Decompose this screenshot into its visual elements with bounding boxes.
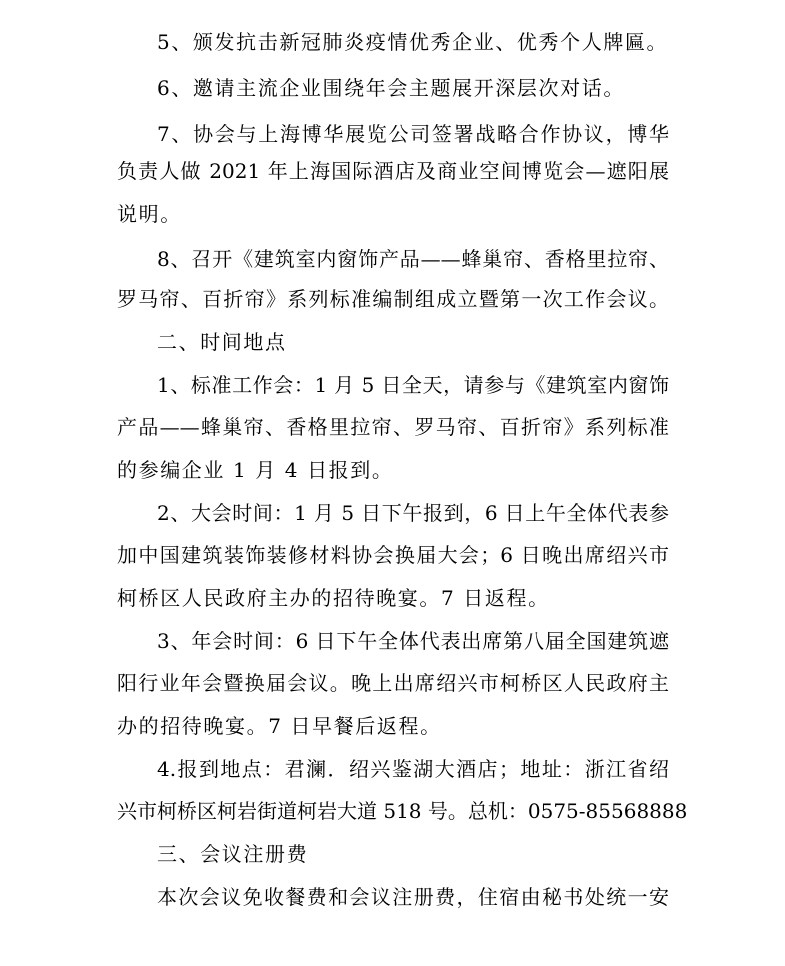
text-line: 7、协会与上海博华展览公司签署战略合作协议，博华 [157,122,669,146]
text-line: 4.报到地点：君澜．绍兴鉴湖大酒店；地址：浙江省绍 [157,757,669,781]
text-line: 的参编企业 1 月 4 日报到。 [117,458,394,482]
text-line: 5、颁发抗击新冠肺炎疫情优秀企业、优秀个人牌匾。 [157,30,669,54]
text-line: 3、年会时间：6 日下午全体代表出席第八届全国建筑遮 [157,629,669,653]
text-line: 柯桥区人民政府主办的招待晚宴。7 日返程。 [117,586,550,610]
text-line: 1、标准工作会：1 月 5 日全天，请参与《建筑室内窗饰 [157,373,669,397]
text-line: 6、邀请主流企业围绕年会主题展开深层次对话。 [157,76,625,100]
text-line: 产品——蜂巢帘、香格里拉帘、罗马帘、百折帘》系列标准 [117,415,669,439]
text-line: 本次会议免收餐费和会议注册费，住宿由秘书处统一安 [157,885,669,909]
section-heading: 三、会议注册费 [157,842,309,866]
text-line: 办的招待晚宴。7 日早餐后返程。 [117,714,442,738]
text-line: 2、大会时间：1 月 5 日下午报到，6 日上午全体代表参 [157,501,669,525]
text-line: 罗马帘、百折帘》系列标准编制组成立暨第一次工作会议。 [117,287,669,311]
text-line: 8、召开《建筑室内窗饰产品——蜂巢帘、香格里拉帘、 [157,247,669,271]
text-line: 阳行业年会暨换届会议。晚上出席绍兴市柯桥区人民政府主 [117,671,669,695]
section-heading: 二、时间地点 [157,330,287,354]
text-line: 兴市柯桥区柯岩街道柯岩大道 518 号。总机：0575-85568888 [117,799,688,823]
text-line: 加中国建筑装饰装修材料协会换届大会；6 日晚出席绍兴市 [117,543,669,567]
text-line: 负责人做 2021 年上海国际酒店及商业空间博览会—遮阳展 [117,159,669,183]
text-line: 说明。 [117,202,182,226]
